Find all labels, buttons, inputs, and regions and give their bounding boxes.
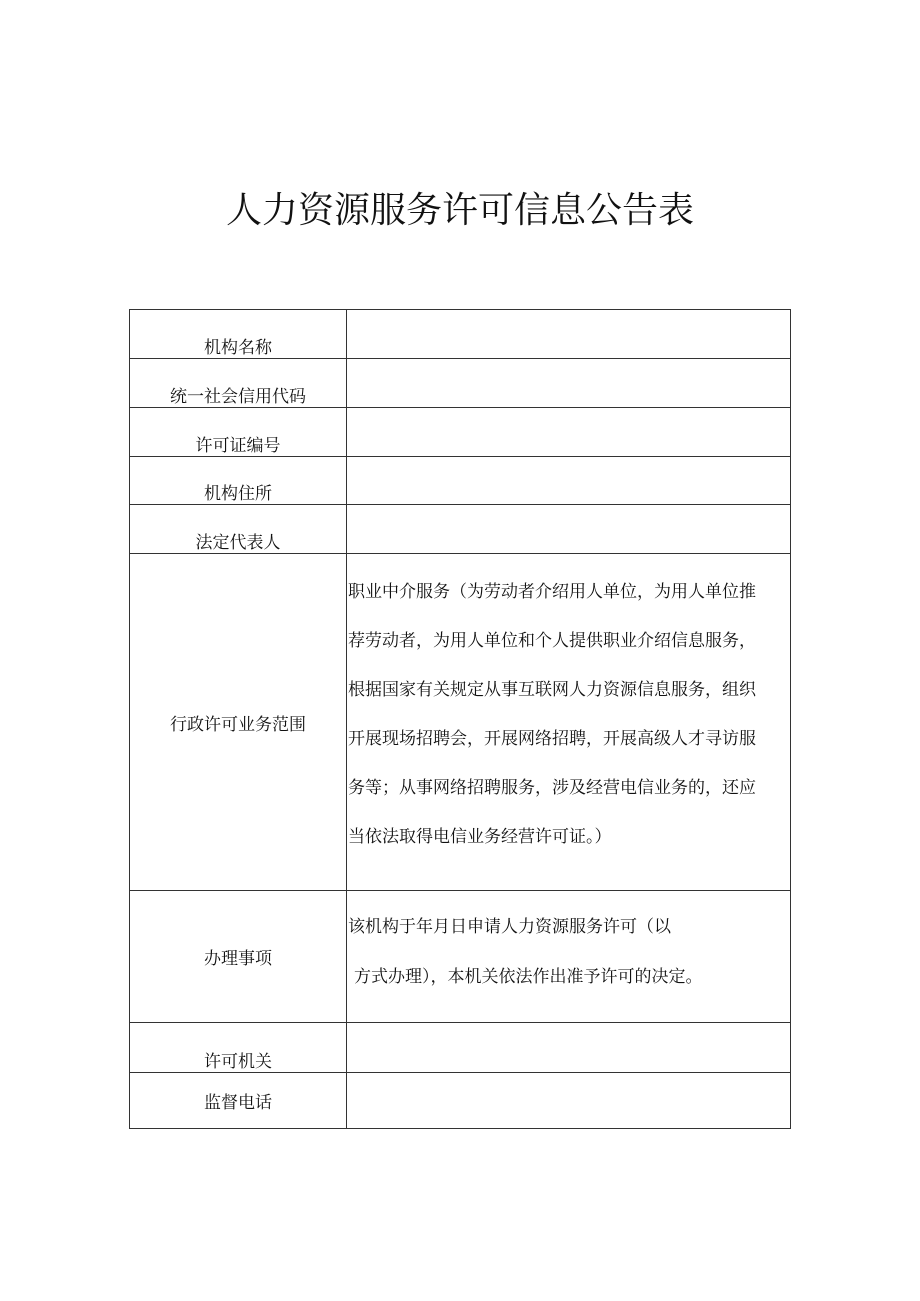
supervision-phone-value xyxy=(347,1073,791,1129)
org-name-label: 机构名称 xyxy=(130,310,347,359)
org-address-label: 机构住所 xyxy=(130,457,347,505)
scope-line: 当依法取得电信业务经营许可证。） xyxy=(348,827,612,847)
supervision-phone-label: 监督电话 xyxy=(130,1073,347,1129)
scope-line: 职业中介服务（为劳动者介绍用人单位，为用人单位推 xyxy=(348,582,756,602)
table-row xyxy=(130,554,791,891)
matter-line: 该机构于年月日申请人力资源服务许可（以 xyxy=(348,916,671,937)
table-row xyxy=(130,1023,791,1073)
license-info-table xyxy=(129,309,791,1129)
table-row xyxy=(130,505,791,554)
table-row xyxy=(130,310,791,359)
licensing-authority-label: 许可机关 xyxy=(130,1023,347,1073)
legal-rep-value xyxy=(347,505,791,554)
matter-line: 方式办理），本机关依法作出准予许可的决定。 xyxy=(354,966,703,987)
page-title: 人力资源服务许可信息公告表 xyxy=(225,190,694,231)
business-scope-value xyxy=(347,554,791,891)
table-row xyxy=(130,891,791,1023)
scope-line: 根据国家有关规定从事互联网人力资源信息服务，组织 xyxy=(348,680,756,700)
handling-matter-label: 办理事项 xyxy=(130,891,347,1023)
scope-line: 荐劳动者，为用人单位和个人提供职业介绍信息服务， xyxy=(348,631,756,651)
licensing-authority-value xyxy=(347,1023,791,1073)
table-row xyxy=(130,408,791,457)
credit-code-label: 统一社会信用代码 xyxy=(130,359,347,408)
license-number-value xyxy=(347,408,791,457)
table-row xyxy=(130,457,791,505)
credit-code-value xyxy=(347,359,791,408)
handling-matter-value xyxy=(347,891,791,1023)
handling-matter-text xyxy=(347,902,790,1002)
scope-line: 务等；从事网络招聘服务，涉及经营电信业务的，还应 xyxy=(348,778,756,798)
legal-rep-label: 法定代表人 xyxy=(130,505,347,554)
license-number-label: 许可证编号 xyxy=(130,408,347,457)
business-scope-label: 行政许可业务范围 xyxy=(130,554,347,891)
scope-line: 开展现场招聘会，开展网络招聘，开展高级人才寻访服 xyxy=(348,729,756,749)
business-scope-text xyxy=(347,568,790,862)
table-row xyxy=(130,359,791,408)
org-name-value xyxy=(347,310,791,359)
org-address-value xyxy=(347,457,791,505)
table-row xyxy=(130,1073,791,1129)
